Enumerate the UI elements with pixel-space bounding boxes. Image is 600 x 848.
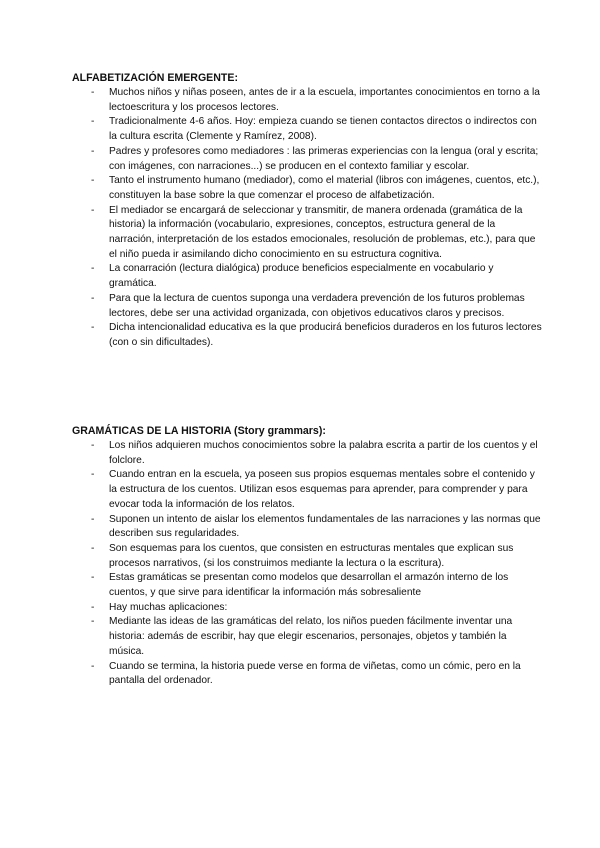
bullet-dash: -: [91, 263, 95, 275]
list-item: [72, 321, 542, 350]
list-item: [72, 542, 542, 571]
bullet-list: [72, 86, 542, 351]
list-item: [72, 262, 542, 291]
list-item-text: La conarración (lectura dialógica) produce beneficios especialmente en vocabulario y gramática.: [109, 263, 494, 290]
bullet-dash: -: [91, 145, 95, 157]
bullet-dash: -: [91, 542, 95, 554]
bullet-dash: -: [91, 440, 95, 451]
section-heading: GRAMÁTICAS DE LA HISTORIA (Story grammars):: [72, 425, 326, 437]
list-item: [72, 86, 542, 115]
list-item: [72, 571, 542, 600]
bullet-dash: -: [91, 660, 95, 672]
list-item: [72, 513, 542, 542]
bullet-dash: -: [91, 572, 95, 584]
bullet-dash: -: [91, 116, 95, 128]
list-item-text: Tanto el instrumento humano (mediador), como el material (libros con imágenes, cuentos, etc.), constituyen la base sobre la que comenzar el proceso de alfabetización.: [109, 175, 540, 201]
list-item: [72, 204, 542, 263]
bullet-dash: -: [91, 87, 95, 98]
list-item: [72, 115, 542, 144]
section-heading: ALFABETIZACIÓN EMERGENTE:: [72, 72, 238, 84]
list-item: [72, 601, 542, 616]
list-item-text: Cuando entran en la escuela, ya poseen sus propios esquemas mentales sobre el contenido y la estructura de los cuentos. Utilizan esos esquemas para aprender, para comprender y para evocar toda la información de los relatos.: [109, 469, 535, 510]
bullet-dash: -: [91, 616, 95, 628]
bullet-dash: -: [91, 292, 95, 304]
list-item: [72, 174, 542, 203]
list-item-text: Dicha intencionalidad educativa es la que producirá beneficios duraderos en los futuros lectores (con o sin dificultades).: [109, 322, 542, 348]
list-item-text: Para que la lectura de cuentos suponga una verdadera prevención de los futuros problemas lectores, debe ser una actividad organizada, con objetivos educativos claros y precisos.: [109, 292, 525, 319]
list-item-text: Suponen un intento de aislar los elementos fundamentales de las narraciones y las normas que describen sus regularidades.: [109, 513, 541, 540]
list-item-text: Son esquemas para los cuentos, que consisten en estructuras mentales que explican sus procesos narrativos, (si los construimos mediante la lectura o la escritura).: [109, 542, 514, 569]
list-item-text: Mediante las ideas de las gramáticas del relato, los niños pueden fácilmente inventar una historia: además de escribir, hay que elegir escenarios, personajes, objetos y también la música.: [109, 616, 513, 657]
list-item-text: El mediador se encargará de seleccionar y transmitir, de manera ordenada (gramática de la historia) la información (vocabulario, expresiones, conceptos, estructura general de la narración, interpretación de los estados emocionales, resolución de problemas, etc.), para que el niño pueda ir asimilando dicho conocimiento en su estructura cognitiva.: [109, 204, 536, 260]
list-item-text: Muchos niños y niñas poseen, antes de ir a la escuela, importantes conocimientos en torno a la lectoescritura y los procesos lectores.: [109, 87, 540, 113]
bullet-dash: -: [91, 469, 95, 481]
bullet-dash: -: [91, 322, 95, 334]
list-item: [72, 439, 542, 468]
list-item-text: Tradicionalmente 4-6 años. Hoy: empieza cuando se tienen contactos directos o indirectos con la cultura escrita (Clemente y Ramírez, 2008).: [109, 116, 537, 143]
bullet-list: [72, 439, 542, 689]
list-item: [72, 292, 542, 321]
bullet-dash: -: [91, 513, 95, 525]
list-item-text: Estas gramáticas se presentan como modelos que desarrollan el armazón interno de los cuentos, y que sirve para identificar la información más sobresaliente: [109, 572, 509, 599]
list-item: [72, 468, 542, 512]
bullet-dash: -: [91, 175, 95, 187]
section-alfabetizacion-emergente: [72, 72, 542, 351]
list-item-text: Hay muchas aplicaciones:: [109, 601, 228, 613]
list-item-text: Padres y profesores como mediadores : las primeras experiencias con la lengua (oral y escrita; con imágenes, con narraciones...) se producen en el contexto familiar y escolar.: [109, 145, 539, 172]
list-item: [72, 615, 542, 659]
list-item-text: Los niños adquieren muchos conocimientos sobre la palabra escrita a partir de los cuentos y el folclore.: [109, 440, 538, 466]
bullet-dash: -: [91, 601, 95, 613]
section-gramaticas-de-la-historia: [72, 425, 542, 689]
list-item: [72, 145, 542, 174]
list-item: [72, 660, 542, 689]
list-item-text: Cuando se termina, la historia puede verse en forma de viñetas, como un cómic, pero en la pantalla del ordenador.: [109, 660, 521, 687]
bullet-dash: -: [91, 204, 95, 216]
